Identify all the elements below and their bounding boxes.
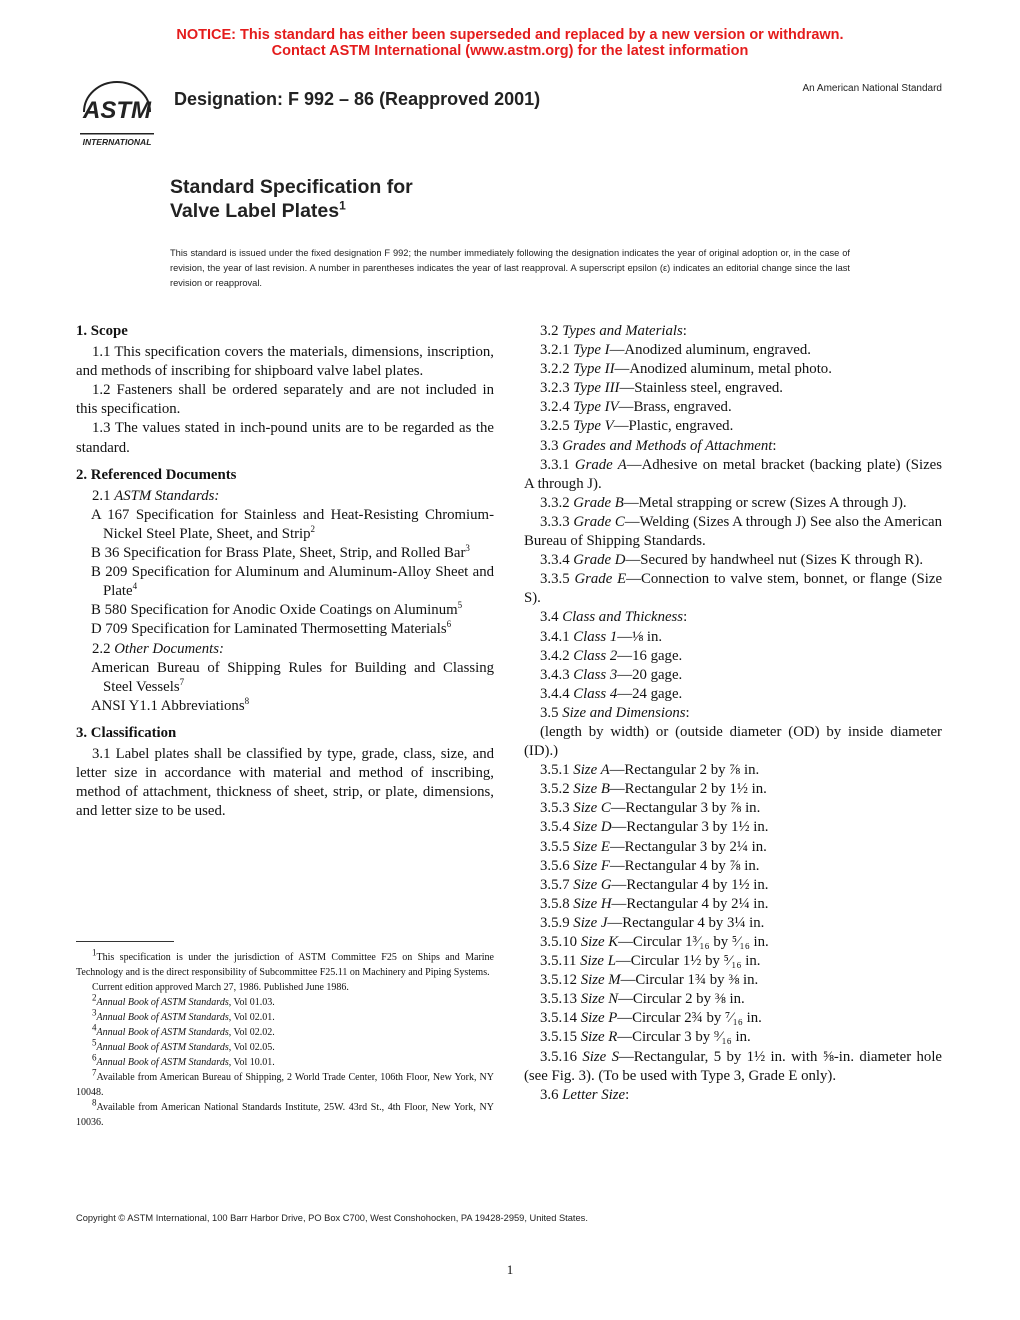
ref-a167-sup: 2 [310,524,316,535]
type-3-num: 3.2.3 [540,380,574,397]
referenced-documents-heading: 2. Referenced Documents [76,466,237,483]
size-d-label: Size D [573,819,612,836]
scope-1-3: 1.3 The values stated in inch-pound units are to be regarded as the standard. [76,420,494,456]
size-f-label: Size F [573,857,610,874]
grade-e-num: 3.3.5 [540,571,575,588]
size-f-num: 3.5.6 [540,857,574,874]
class-2-label: Class 2 [573,647,618,664]
ref-ansi: ANSI Y1.1 Abbreviations [91,697,245,714]
size-r-text: —Circular 3 by ⁹⁄₁₆ in. [617,1029,751,1046]
size-j-label: Size J [573,914,608,931]
size-b-label: Size B [573,781,610,798]
document-title [170,175,413,223]
logo-sub: INTERNATIONAL [82,137,152,147]
size-l-label: Size L [580,953,616,970]
sec-3-6-label: Letter Size [562,1086,626,1103]
grade-d-label: Grade D [573,552,626,569]
size-c-label: Size C [573,800,611,817]
sec-3-5-label: Size and Dimensions [562,704,686,721]
scope-1-1: 1.1 This specification covers the materials, dimensions, inscription, and methods of inscribing for shipboard valve label plates. [76,344,494,380]
size-e-num: 3.5.5 [540,838,574,855]
class-3-label: Class 3 [573,666,618,683]
grade-b-label: Grade B [573,494,624,511]
title-line-2: Valve Label Plates [170,200,340,222]
fn3-sup: 3 [92,1007,97,1018]
grade-c-label: Grade C [573,513,625,530]
size-l-text: —Circular 1½ by ⁵⁄₁₆ in. [615,953,761,970]
fn2-book: Annual Book of ASTM Standards [96,997,229,1008]
size-e-label: Size E [573,838,610,855]
ref-b580-sup: 5 [457,600,463,611]
ref-2-2-label: Other Documents: [114,640,224,657]
class-4-label: Class 4 [573,685,618,702]
type-3-text: —Stainless steel, engraved. [619,380,783,397]
ref-ansi-sup: 8 [244,695,250,706]
class-2-text: —16 gage. [617,647,683,664]
fn2-vol: , Vol 01.03. [228,997,275,1008]
sec-3-5-num: 3.5 [540,704,563,721]
grade-e-label: Grade E [574,571,627,588]
grade-a-text: —Adhesive on metal bracket (backing plate) (Sizes A through J). [524,456,942,492]
size-r-num: 3.5.15 [540,1029,581,1046]
size-g-num: 3.5.7 [540,876,574,893]
type-2-num: 3.2.2 [540,361,574,378]
sec-3-5-text: (length by width) or (outside diameter (OD) by inside diameter (ID).) [524,723,942,760]
left-column [76,322,494,821]
scope-1-2: 1.2 Fasteners shall be ordered separately and are not included in this specification. [76,382,494,418]
fn5-sup: 5 [92,1037,97,1048]
issued-note: This standard is issued under the fixed designation F 992; the number immediately following the designation indicates the year of original adoption or, in the case of revision, the year of last revision. A number in parentheses indicates the year of last reapproval. A superscript epsilon (ε) indicates an editorial change since the last revision or reapproval. [170,248,850,288]
size-n-num: 3.5.13 [540,991,581,1008]
type-1-label: Type I [573,342,610,359]
type-2-label: Type II [573,361,615,378]
fn8: Available from American National Standards Institute, 25W. 43rd St., 4th Floor, New York, NY 10036. [76,1102,494,1128]
class-1-num: 3.4.1 [540,628,574,645]
withdrawal-notice [0,27,1020,59]
size-d-text: —Rectangular 3 by 1½ in. [611,819,769,836]
fn6-sup: 6 [92,1052,97,1063]
fn7-sup: 7 [92,1067,97,1078]
fn5-vol: , Vol 02.05. [228,1042,275,1053]
fn7: Available from American Bureau of Shipping, 2 World Trade Center, 106th Floor, New York, NY 10048. [76,1072,494,1098]
grade-c-num: 3.3.3 [540,513,574,530]
size-l-num: 3.5.11 [540,953,581,970]
type-5-num: 3.2.5 [540,418,574,435]
classification-3-1: 3.1 Label plates shall be classified by type, grade, class, size, and letter size in accordance with material and method of inscribing, method of attachment, thickness of sheet, strip, or plate, dimensions, and letter size to be used. [76,745,494,820]
grade-c-text: —Welding (Sizes A through J) See also the American Bureau of Shipping Standards. [524,513,942,550]
class-1-label: Class 1 [573,628,618,645]
fn6-book: Annual Book of ASTM Standards [96,1057,229,1068]
size-a-label: Size A [573,762,610,779]
type-2-text: —Anodized aluminum, metal photo. [614,361,832,378]
size-h-num: 3.5.8 [540,895,574,912]
size-r-label: Size R [580,1029,618,1046]
grade-a-num: 3.3.1 [540,456,575,473]
ref-a167: A 167 Specification for Stainless and Heat-Resisting Chromium-Nickel Steel Plate, Sheet, and Strip [91,506,494,542]
notice-line-2: Contact ASTM International (www.astm.org) for the latest information [271,43,749,59]
fn6-vol: , Vol 10.01. [228,1057,275,1068]
grade-e-text: —Connection to valve stem, bonnet, or flange (Size S). [524,571,943,607]
size-m-label: Size M [580,972,621,989]
class-1-text: —⅛ in. [617,628,663,645]
ref-b36: B 36 Specification for Brass Plate, Sheet, Strip, and Rolled Bar [91,545,466,562]
size-e-text: —Rectangular 3 by 2¼ in. [609,838,767,855]
class-2-num: 3.4.2 [540,647,574,664]
ref-b580: B 580 Specification for Anodic Oxide Coatings on Aluminum [91,602,458,619]
ref-b209: B 209 Specification for Aluminum and Aluminum-Alloy Sheet and Plate [91,564,494,600]
type-3-label: Type III [573,380,620,397]
size-j-num: 3.5.9 [540,914,574,931]
astm-logo-icon [74,78,160,150]
notice-line-1: NOTICE: This standard has either been superseded and replaced by a new version or withdrawn. [176,27,844,43]
size-s-num: 3.5.16 [540,1048,583,1065]
ref-abs-sup: 7 [179,676,185,687]
grade-d-num: 3.3.4 [540,552,574,569]
size-h-text: —Rectangular 4 by 2¼ in. [611,895,769,912]
title-footnote-ref: 1 [339,198,346,213]
type-5-label: Type V [573,418,614,435]
size-k-text: —Circular 1³⁄₁₆ by ⁵⁄₁₆ in. [618,934,769,950]
ref-abs: American Bureau of Shipping Rules for Building and Classing Steel Vessels [91,659,494,695]
size-c-num: 3.5.3 [540,800,574,817]
ref-2-1-num: 2.1 [92,487,115,504]
size-g-label: Size G [573,876,612,893]
size-p-label: Size P [580,1010,618,1027]
class-3-text: —20 gage. [617,666,683,683]
class-4-text: —24 gage. [617,685,683,702]
size-k-num: 3.5.10 [540,934,581,950]
grade-d-text: —Secured by handwheel nut (Sizes K through R). [625,552,924,569]
designation: Designation: F 992 – 86 (Reapproved 2001) [174,89,541,109]
type-4-label: Type IV [573,399,619,416]
type-1-text: —Anodized aluminum, engraved. [609,342,811,359]
size-m-num: 3.5.12 [540,972,581,989]
grade-b-num: 3.3.2 [540,494,574,511]
fn2-sup: 2 [92,992,97,1003]
fn1: This specification is under the jurisdiction of ASTM Committee F25 on Ships and Marine Technology and is the direct responsibility of Subcommittee F25.11 on Machinery and Piping Systems. [76,952,494,978]
sec-3-4-num: 3.4 [540,609,563,626]
fn3-book: Annual Book of ASTM Standards [96,1012,229,1023]
type-4-num: 3.2.4 [540,399,574,416]
size-s-label: Size S [582,1048,619,1065]
size-b-text: —Rectangular 2 by 1½ in. [609,781,767,798]
size-a-text: —Rectangular 2 by ⅞ in. [609,762,760,779]
grade-a-label: Grade A [574,456,627,473]
national-standard-label: An American National Standard [802,83,942,94]
sec-3-3-num: 3.3 [540,437,563,454]
size-b-num: 3.5.2 [540,781,574,798]
footnotes [76,947,494,1130]
right-column: 3.2 Types and Materials: 3.2.1 Type I—Anodized aluminum, engraved. 3.2.2 Type II—Anodized aluminum, metal photo. 3.2.3 Type III—Stainless steel, engraved. 3.2.4 Type IV—Brass, engraved. 3.2.5 Type V—Plastic, engraved. 3.3 Grades and Methods of Attachment: 3.3.1 Grade A—Adhesive on metal bracket (backing plate) (Sizes A through J). 3.3.2 Grade B—Metal strapping or screw (Sizes A through J). 3.3.3 Grade C—Welding (Sizes A through J) See also the American Bureau of Shipping Standards. 3.3.4 Grade D—Secured by handwheel nut (Sizes K through R). 3.3.5 Grade E—Connection to valve stem, bonnet, or flange (Size S). 3.4 Class and Thickness: 3.4.1 Class 1—⅛ in. 3.4.2 Class 2—16 gage. 3.4.3 Class 3—20 gage. 3.4.4 Class 4—24 gage. 3.5 Size and Dimensions: (length by width) or (outside diameter (OD) by inside diameter (ID).) 3.5.1 Size A—Rectangular 2 by ⅞ in. 3.5.2 Size B—Rectangular 2 by 1½ in. 3.5.3 Size C—Rectangular 3 by ⅞ in. 3.5.4 Size D—Rectangular 3 by 1½ in. 3.5.5 Size E—Rectangular 3 by 2¼ in. 3.5.6 Size F—Rectangular 4 by ⅞ in. 3.5.7 Size G—Rectangular 4 by 1½ in. 3.5.8 Size H—Rectangular 4 by 2¼ in. 3.5.9 Size J—Rectangular 4 by 3¼ in. 3.5.10 Size K—Circular 1³⁄₁₆ by ⁵⁄₁₆ in. 3.5.11 Size L—Circular 1½ by ⁵⁄₁₆ in. 3.5.12 Size M—Circular 1¾ by ⅜ in. 3.5.13 Size N—Circular 2 by ⅜ in. 3.5.14 Size P—Circular 2¾ by ⁷⁄₁₆ in. 3.5.15 Size R—Circular 3 by ⁹⁄₁₆ in. 3.5.16 Size S—Rectangular, 5 by 1½ in. with ⅝-in. diameter hole (see Fig. 3). (To be used with Type 3, Grade E only). 3.6 Letter Size: [524,323,943,1103]
size-n-label: Size N [580,991,619,1008]
type-5-text: —Plastic, engraved. [613,418,734,435]
grade-b-text: —Metal strapping or screw (Sizes A through J). [623,494,907,511]
page-number: 1 [506,1262,514,1277]
size-h-label: Size H [573,895,612,912]
type-1-num: 3.2.1 [540,342,574,359]
fn3-vol: , Vol 02.01. [228,1012,275,1023]
size-p-num: 3.5.14 [540,1010,581,1027]
size-k-label: Size K [580,934,619,950]
ref-b36-sup: 3 [465,543,470,554]
class-4-num: 3.4.4 [540,685,574,702]
sec-3-4-label: Class and Thickness [562,609,684,626]
fn1-edition: Current edition approved March 27, 1986. Published June 1986. [92,982,349,993]
size-f-text: —Rectangular 4 by ⅞ in. [609,857,760,874]
scope-heading: 1. Scope [76,323,128,339]
class-3-num: 3.4.3 [540,666,574,683]
sec-3-2-label: Types and Materials [562,323,683,339]
fn5-book: Annual Book of ASTM Standards [96,1042,229,1053]
size-c-text: —Rectangular 3 by ⅞ in. [610,800,761,817]
sec-3-2-num: 3.2 [540,323,563,339]
size-m-text: —Circular 1¾ by ⅜ in. [620,972,759,989]
fn4-sup: 4 [92,1022,97,1033]
type-4-text: —Brass, engraved. [618,399,732,416]
footnote-rule [76,941,174,942]
ref-d709: D 709 Specification for Laminated Thermosetting Materials [91,621,447,638]
classification-heading: 3. Classification [76,724,177,741]
sec-3-6-num: 3.6 [540,1086,563,1103]
fn1-sup: 1 [92,947,97,958]
ref-2-2-num: 2.2 [92,640,115,657]
sec-3-3-label: Grades and Methods of Attachment [562,437,773,454]
fn8-sup: 8 [92,1097,97,1108]
fn4-book: Annual Book of ASTM Standards [96,1027,229,1038]
copyright-footer: Copyright © ASTM International, 100 Barr Harbor Drive, PO Box C700, West Conshohocken, PA 19428-2959, United States. [76,1213,588,1223]
size-n-text: —Circular 2 by ⅜ in. [618,991,745,1008]
size-j-text: —Rectangular 4 by 3¼ in. [607,914,765,931]
size-d-num: 3.5.4 [540,819,574,836]
size-p-text: —Circular 2¾ by ⁷⁄₁₆ in. [617,1010,762,1027]
ref-b209-sup: 4 [132,581,138,592]
size-s-text: —Rectangular, 5 by 1½ in. with ⅝-in. diameter hole (see Fig. 3). (To be used with Type 3, Grade E only). [524,1048,942,1084]
logo-letters: ASTM [83,97,151,124]
size-g-text: —Rectangular 4 by 1½ in. [611,876,769,893]
size-a-num: 3.5.1 [540,762,574,779]
ref-d709-sup: 6 [446,619,452,630]
ref-2-1-label: ASTM Standards: [114,487,220,504]
fn4-vol: , Vol 02.02. [228,1027,275,1038]
title-line-1: Standard Specification for [170,176,413,198]
